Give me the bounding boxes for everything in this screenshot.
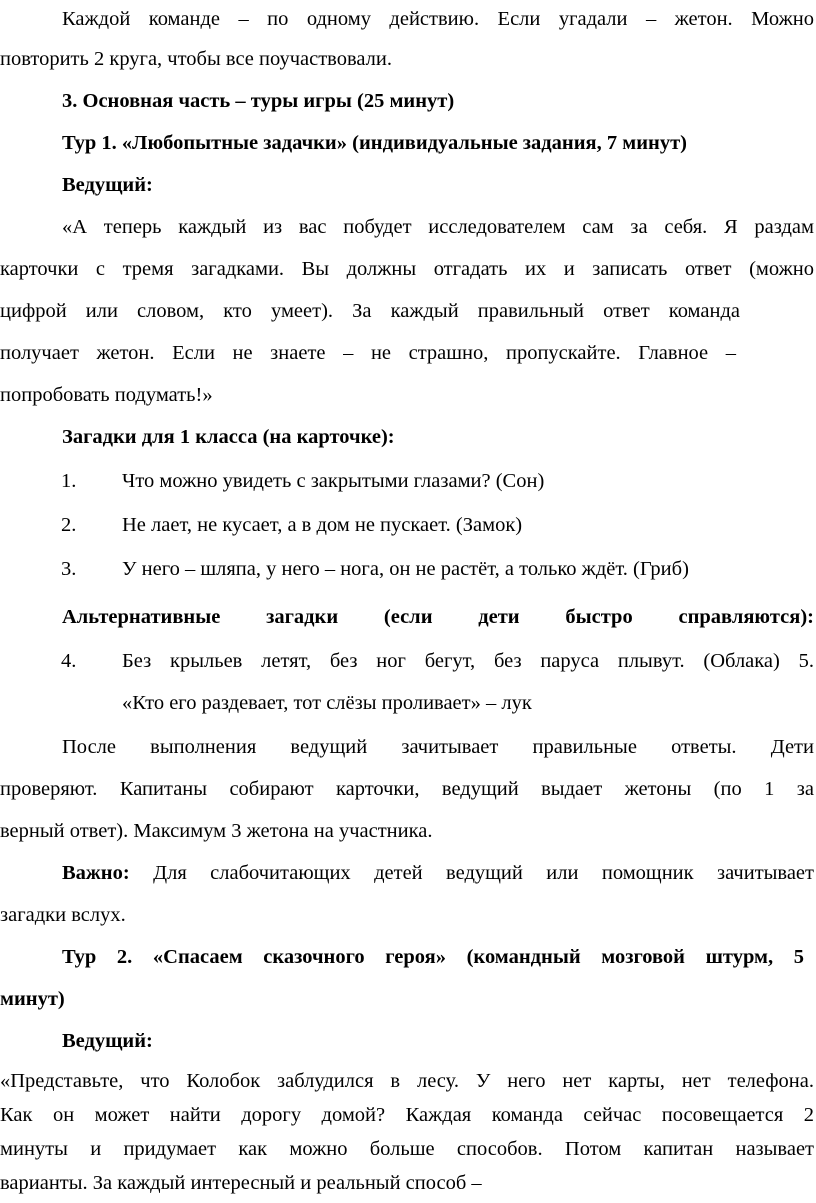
after-line-3: верный ответ). Максимум 3 жетона на участника. bbox=[0, 820, 433, 842]
tour1-speech-line-3: цифрой или словом, кто умеет). За каждый правильный ответ команда bbox=[0, 300, 740, 322]
riddle-text: Не лает, не кусает, а в дом не пускает. (Замок) bbox=[122, 514, 523, 536]
main-section-heading: 3. Основная часть – туры игры (25 минут) bbox=[62, 90, 455, 112]
tour2-heading-line-1: Тур 2. «Спасаем сказочного героя» (командный мозговой штурм, 5 bbox=[62, 946, 804, 968]
tour2-speech-line-3: минуты и придумает как можно больше способов. Потом капитан называет bbox=[0, 1138, 814, 1160]
important-note-line-2: загадки вслух. bbox=[0, 904, 126, 926]
important-text: Для слабочитающих детей ведущий или помощник зачитывает bbox=[129, 862, 814, 884]
tour1-speech-line-5: попробовать подумать!» bbox=[0, 384, 213, 406]
tour2-speech-line-1: «Представьте, что Колобок заблудился в лесу. У него нет карты, нет телефона. bbox=[0, 1070, 814, 1092]
tour1-host-label: Ведущий: bbox=[62, 174, 153, 196]
intro-line-1: Каждой команде – по одному действию. Если угадали – жетон. Можно bbox=[62, 8, 814, 30]
riddle-text: У него – шляпа, у него – нога, он не растёт, а только ждёт. (Гриб) bbox=[122, 558, 689, 580]
riddle-text: Без крыльев летят, без ног бегут, без паруса плывут. (Облака) 5. bbox=[122, 650, 814, 672]
riddles-heading: Загадки для 1 класса (на карточке): bbox=[62, 426, 395, 448]
alt-riddles-heading: Альтернативные загадки (если дети быстро справляются): bbox=[62, 606, 814, 628]
alt-riddle-continuation: «Кто его раздевает, тот слёзы проливает» – лук bbox=[122, 692, 532, 714]
tour1-speech-line-4: получает жетон. Если не знаете – не страшно, пропускайте. Главное – bbox=[0, 342, 736, 364]
tour2-speech-line-4: варианты. За каждый интересный и реальный способ – bbox=[0, 1172, 482, 1194]
riddle-number: 4. bbox=[61, 650, 77, 672]
tour1-heading: Тур 1. «Любопытные задачки» (индивидуальные задания, 7 минут) bbox=[62, 132, 687, 154]
important-note-line-1 bbox=[0, 860, 814, 886]
after-line-2: проверяют. Капитаны собирают карточки, ведущий выдает жетоны (по 1 за bbox=[0, 778, 814, 800]
important-label: Важно: bbox=[62, 862, 130, 884]
tour2-heading-line-2: минут) bbox=[0, 988, 65, 1010]
riddle-text: Что можно увидеть с закрытыми глазами? (Сон) bbox=[122, 470, 545, 492]
intro-line-2: повторить 2 круга, чтобы все поучаствовали. bbox=[0, 48, 392, 70]
tour1-speech-line-1: «А теперь каждый из вас побудет исследователем сам за себя. Я раздам bbox=[62, 216, 814, 238]
tour2-host-label: Ведущий: bbox=[62, 1030, 153, 1052]
riddle-number: 2. bbox=[61, 514, 77, 536]
tour2-speech-line-2: Как он может найти дорогу домой? Каждая команда сейчас посовещается 2 bbox=[0, 1104, 814, 1126]
tour1-speech-line-2: карточки с тремя загадками. Вы должны отгадать их и записать ответ (можно bbox=[0, 258, 814, 280]
after-line-1: После выполнения ведущий зачитывает правильные ответы. Дети bbox=[62, 736, 814, 758]
riddle-number: 1. bbox=[61, 470, 77, 492]
riddle-number: 3. bbox=[61, 558, 77, 580]
